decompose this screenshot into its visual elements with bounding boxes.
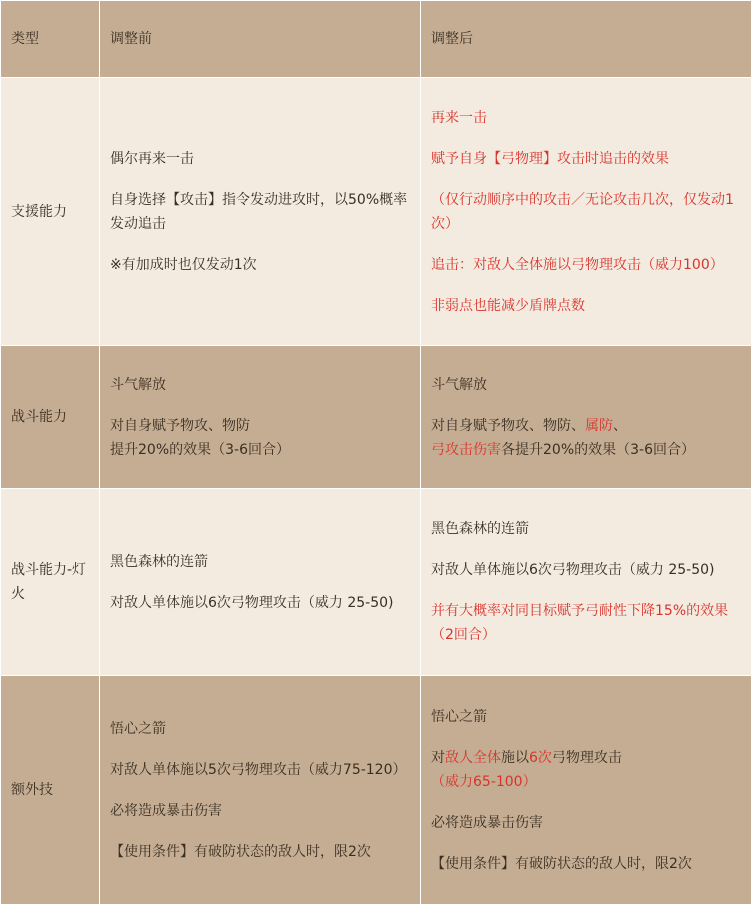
skill-extra: 并有大概率对同目标赋予弓耐性下降15%的效果（2回合） (431, 603, 729, 643)
skill-name: 再来一击 (431, 109, 487, 126)
type-cell: 战斗能力 (1, 346, 100, 489)
desc-text: 对自身赋予物攻、物防、 (431, 417, 585, 434)
desc-text: 弓物理攻击 (551, 749, 622, 766)
changed-text: （威力65-100） (431, 773, 537, 790)
header-row (1, 1, 751, 78)
after-cell (421, 346, 751, 489)
header-before: 调整前 (100, 1, 421, 78)
skill-name: 偶尔再来一击 (110, 150, 194, 167)
table-row (1, 489, 751, 676)
skill-condition: 【使用条件】有破防状态的敌人时，限2次 (431, 855, 692, 872)
after-cell (421, 489, 751, 676)
changed-text: 弓攻击伤害 (431, 441, 501, 458)
before-cell (100, 489, 421, 676)
skill-desc-line2: 提升20%的效果（3-6回合） (110, 441, 290, 458)
skill-note: ※有加成时也仅发动1次 (110, 256, 257, 273)
skill-desc (431, 746, 741, 794)
skill-desc (431, 414, 741, 462)
skill-extra: 非弱点也能减少盾牌点数 (431, 297, 585, 314)
before-cell (100, 676, 421, 905)
skill-desc: 对敌人单体施以6次弓物理攻击（威力 25-50) (431, 562, 715, 578)
skill-name: 黑色森林的连箭 (110, 553, 208, 570)
desc-text: 对 (431, 749, 445, 766)
skill-crit: 必将造成暴击伤害 (431, 814, 543, 831)
skill-crit: 必将造成暴击伤害 (110, 802, 222, 819)
type-cell: 战斗能力-灯火 (1, 489, 100, 676)
before-cell (100, 346, 421, 489)
type-cell: 支援能力 (1, 78, 100, 346)
skill-desc: 对敌人单体施以6次弓物理攻击（威力 25-50) (110, 594, 394, 611)
after-cell (421, 676, 751, 905)
header-after: 调整后 (421, 1, 751, 78)
before-cell (100, 78, 421, 346)
table-row (1, 676, 751, 905)
header-type: 类型 (1, 1, 100, 78)
desc-text: 各提升20%的效果（3-6回合） (501, 441, 695, 458)
skill-desc: 对敌人单体施以5次弓物理攻击（威力75-120） (110, 761, 407, 778)
skill-name: 悟心之箭 (431, 708, 487, 725)
skill-note: （仅行动顺序中的攻击／无论攻击几次，仅发动1次） (431, 191, 734, 232)
table-row (1, 346, 751, 489)
desc-text: 施以 (501, 749, 529, 766)
skill-desc: 自身选择【攻击】指令发动进攻时，以50%概率发动追击 (110, 191, 408, 232)
skill-desc: 赋予自身【弓物理】攻击时追击的效果 (431, 150, 669, 167)
desc-text: 、 (613, 417, 627, 434)
table-row (1, 78, 751, 346)
skill-desc-line1: 对自身赋予物攻、物防 (110, 417, 250, 434)
skill-condition: 【使用条件】有破防状态的敌人时，限2次 (110, 843, 371, 860)
skill-name: 悟心之箭 (110, 720, 166, 737)
skill-name: 斗气解放 (110, 376, 166, 393)
skill-followup: 追击：对敌人全体施以弓物理攻击（威力100） (431, 256, 724, 273)
skill-name: 斗气解放 (431, 376, 487, 393)
changed-text: 属防 (585, 417, 613, 434)
after-cell (421, 78, 751, 346)
changed-text: 敌人全体 (445, 749, 501, 766)
skill-name: 黑色森林的连箭 (431, 521, 529, 537)
changed-text: 6次 (529, 749, 552, 766)
type-cell: 额外技 (1, 676, 100, 905)
